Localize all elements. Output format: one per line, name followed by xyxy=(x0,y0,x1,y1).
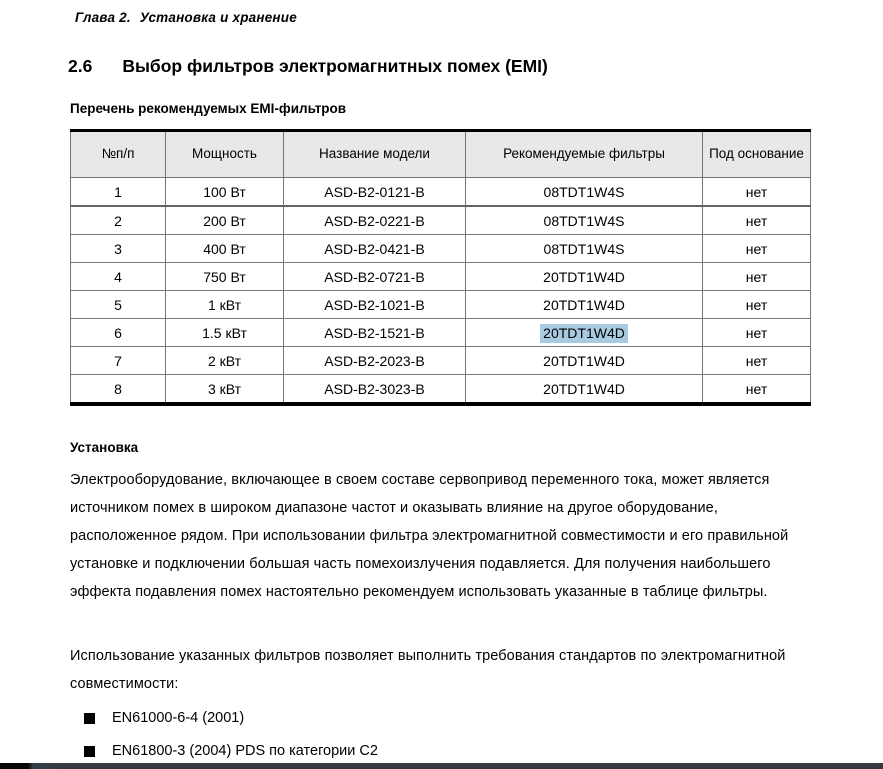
table-row xyxy=(71,263,811,291)
section-number: 2.6 xyxy=(68,56,93,76)
table-cell: 2 кВт xyxy=(166,347,284,375)
table-cell: ASD-B2-1021-B xyxy=(284,291,466,319)
table-cell: 8 xyxy=(71,375,166,405)
table-cell: 5 xyxy=(71,291,166,319)
table-cell: нет xyxy=(703,319,811,347)
header-cell-number: №п/п xyxy=(71,131,166,178)
list-item xyxy=(84,743,378,759)
table-cell: 1.5 кВт xyxy=(166,319,284,347)
table-cell: 2 xyxy=(71,206,166,235)
table-cell: ASD-B2-0221-B xyxy=(284,206,466,235)
table-cell: 7 xyxy=(71,347,166,375)
table-row xyxy=(71,206,811,235)
table-cell: нет xyxy=(703,206,811,235)
header-cell-filter: Рекомендуемые фильтры xyxy=(466,131,703,178)
page-bottom-edge xyxy=(0,763,883,769)
table-row xyxy=(71,178,811,207)
table-cell: 08TDT1W4S xyxy=(466,206,703,235)
table-cell: ASD-B2-2023-B xyxy=(284,347,466,375)
table-row xyxy=(71,291,811,319)
table-cell: нет xyxy=(703,375,811,405)
table-cell: ASD-B2-0721-B xyxy=(284,263,466,291)
chapter-label: Глава 2. xyxy=(75,10,131,25)
section-title: Выбор фильтров электромагнитных помех (EMI) xyxy=(122,56,548,76)
header-cell-model: Название модели xyxy=(284,131,466,178)
table-cell: ASD-B2-3023-B xyxy=(284,375,466,405)
table-cell: ASD-B2-0121-B xyxy=(284,178,466,207)
section-heading xyxy=(68,56,548,77)
table-row xyxy=(71,235,811,263)
table-cell: 750 Вт xyxy=(166,263,284,291)
table-row xyxy=(71,347,811,375)
table-cell: 6 xyxy=(71,319,166,347)
table-row xyxy=(71,319,811,347)
table-cell: 20TDT1W4D xyxy=(466,263,703,291)
table-header-row xyxy=(71,131,811,178)
square-bullet-icon xyxy=(84,713,95,724)
table-cell: 200 Вт xyxy=(166,206,284,235)
table-caption: Перечень рекомендуемых EMI-фильтров xyxy=(70,101,347,116)
table-cell: нет xyxy=(703,178,811,207)
table-cell: 20TDT1W4D xyxy=(466,375,703,405)
table-cell: нет xyxy=(703,263,811,291)
table-cell: ASD-B2-1521-B xyxy=(284,319,466,347)
table-cell: нет xyxy=(703,291,811,319)
install-heading: Установка xyxy=(70,440,139,455)
running-header xyxy=(75,10,297,25)
table-cell xyxy=(466,319,703,347)
table-cell: 3 кВт xyxy=(166,375,284,405)
install-paragraph: Электрооборудование, включающее в своем составе сервопривод переменного тока, может является источником помех в широком диапазоне частот и оказывать влияние на другое оборудование, расположенное рядом. При использовании фильтра электромагнитной совместимости и его правильной установке и подключении большая часть помехоизлучения подавляется. Для получения наибольшего эффекта подавления помех настоятельно рекомендуем использовать указанные в таблице фильтры. xyxy=(70,472,789,600)
header-cell-power: Мощность xyxy=(166,131,284,178)
table-cell: 1 xyxy=(71,178,166,207)
table-cell: 400 Вт xyxy=(166,235,284,263)
emi-filter-table xyxy=(70,129,811,406)
table-cell: 08TDT1W4S xyxy=(466,235,703,263)
square-bullet-icon xyxy=(84,746,95,757)
table-cell: нет xyxy=(703,347,811,375)
header-cell-base: Под основание xyxy=(703,131,811,178)
table-cell: 08TDT1W4S xyxy=(466,178,703,207)
standards-intro-paragraph: Использование указанных фильтров позволяет выполнить требования стандартов по электромагнитной совместимости: xyxy=(70,648,786,692)
chapter-title: Установка и хранение xyxy=(139,10,297,25)
table-cell: нет xyxy=(703,235,811,263)
table-cell: 3 xyxy=(71,235,166,263)
table-cell: 100 Вт xyxy=(166,178,284,207)
table-cell: 4 xyxy=(71,263,166,291)
selected-text: 20TDT1W4D xyxy=(540,324,628,343)
table-cell: ASD-B2-0421-B xyxy=(284,235,466,263)
table-cell: 20TDT1W4D xyxy=(466,291,703,319)
table-cell: 20TDT1W4D xyxy=(466,347,703,375)
standard-label: EN61000-6-4 (2001) xyxy=(112,710,245,726)
table-cell: 1 кВт xyxy=(166,291,284,319)
list-item xyxy=(84,710,244,726)
table-row xyxy=(71,375,811,405)
standard-label: EN61800-3 (2004) PDS по категории C2 xyxy=(112,743,378,759)
